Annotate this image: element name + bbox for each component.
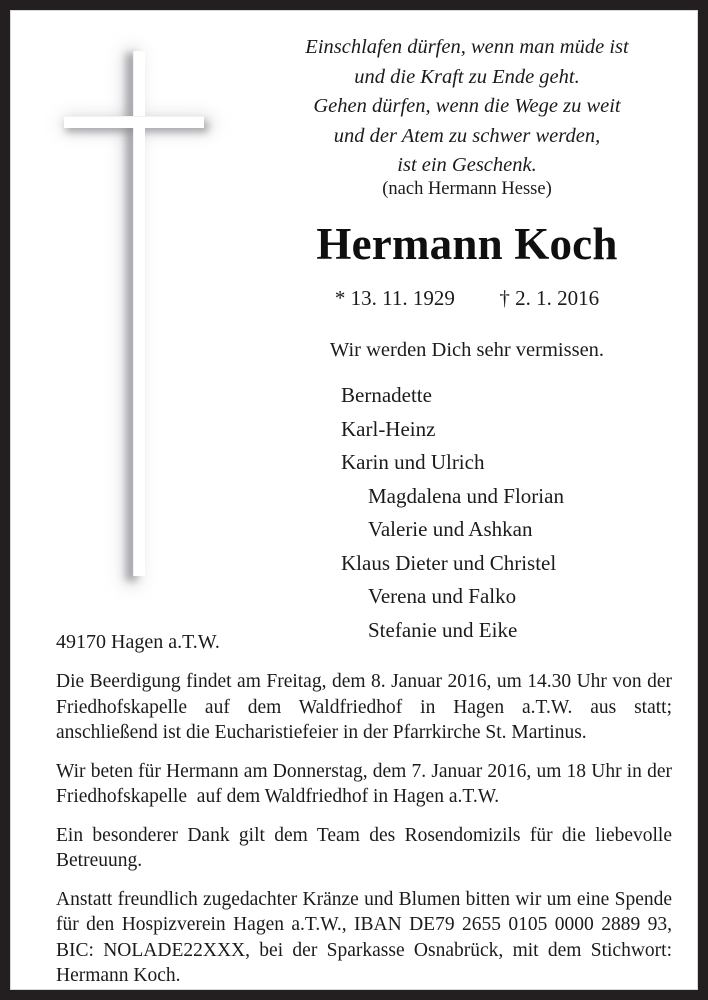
- mourner-name: Stefanie und Eike: [368, 617, 518, 642]
- poem-line-5: ist ein Geschenk.: [397, 154, 537, 176]
- mourner-name: Karl-Heinz: [341, 416, 436, 441]
- cross-arm-soft-shadow: [62, 117, 212, 131]
- christian-cross-icon: [46, 33, 236, 593]
- mourner-name: Magdalena und Florian: [368, 483, 564, 508]
- mourner-name: Karin und Ulrich: [341, 450, 485, 474]
- cross-arm-shadow: [66, 121, 208, 132]
- birth-date: 13. 11. 1929: [350, 286, 455, 310]
- farewell-line: Wir werden Dich sehr vermissen.: [329, 339, 605, 361]
- mourner-name: Verena und Falko: [368, 584, 517, 608]
- cross-vertical-bar: [133, 51, 145, 576]
- mourners-list: [341, 379, 681, 647]
- body-paragraph-2: Wir beten für Hermann am Donnerstag, dem 7. Januar 2016, um 18 Uhr in der Friedhofskapelle auf dem Waldfriedhof in Hagen a.T.W.: [56, 760, 672, 807]
- cross-stem-soft-shadow: [124, 49, 139, 585]
- deceased-name: Hermann Koch: [316, 219, 618, 269]
- death-date: 2. 1. 2016: [515, 286, 600, 310]
- poem-line-3: Gehen dürfen, wenn die Wege zu weit: [313, 95, 621, 117]
- death-symbol: †: [499, 286, 510, 310]
- body-paragraph-1: Die Beerdigung findet am Freitag, dem 8. Januar 2016, um 14.30 Uhr von der Friedhofskapelle auf dem Waldfriedhof in Hagen a.T.W. aus statt; anschließend ist die Eucharistiefeier in der Pfarrkirche St. Martinus.: [56, 671, 672, 743]
- poem-line-1: Einschlafen dürfen, wenn man müde ist: [305, 36, 629, 58]
- memorial-poem: [247, 33, 687, 181]
- poem-attribution: (nach Hermann Hesse): [382, 179, 552, 199]
- poem-line-4: und der Atem zu schwer werden,: [333, 124, 601, 147]
- mourner-name: Valerie und Ashkan: [368, 517, 533, 541]
- death-notice-card: [10, 10, 698, 990]
- poem-line-2: und die Kraft zu Ende geht.: [354, 65, 580, 88]
- notice-body-text: [56, 669, 672, 989]
- cross-horizontal-bar: [64, 116, 204, 128]
- cross-stem-shadow: [126, 53, 137, 581]
- birth-symbol: *: [334, 286, 346, 310]
- city-line: 49170 Hagen a.T.W.: [56, 631, 220, 653]
- mourner-name: Bernadette: [341, 383, 432, 407]
- body-paragraph-3: Ein besonderer Dank gilt dem Team des Rosendomizils für die liebevolle Betreuung.: [56, 824, 672, 871]
- mourner-name: Klaus Dieter und Christel: [341, 550, 557, 575]
- life-dates: [247, 285, 687, 311]
- body-paragraph-4: Anstatt freundlich zugedachter Kränze und Blumen bitten wir um eine Spende für den Hospizverein Hagen a.T.W., IBAN DE79 2655 0105 0000 2889 93, BIC: NOLADE22XXX, bei der Sparkasse Osnabrück, mit dem Stichwort: Hermann Koch.: [56, 888, 672, 986]
